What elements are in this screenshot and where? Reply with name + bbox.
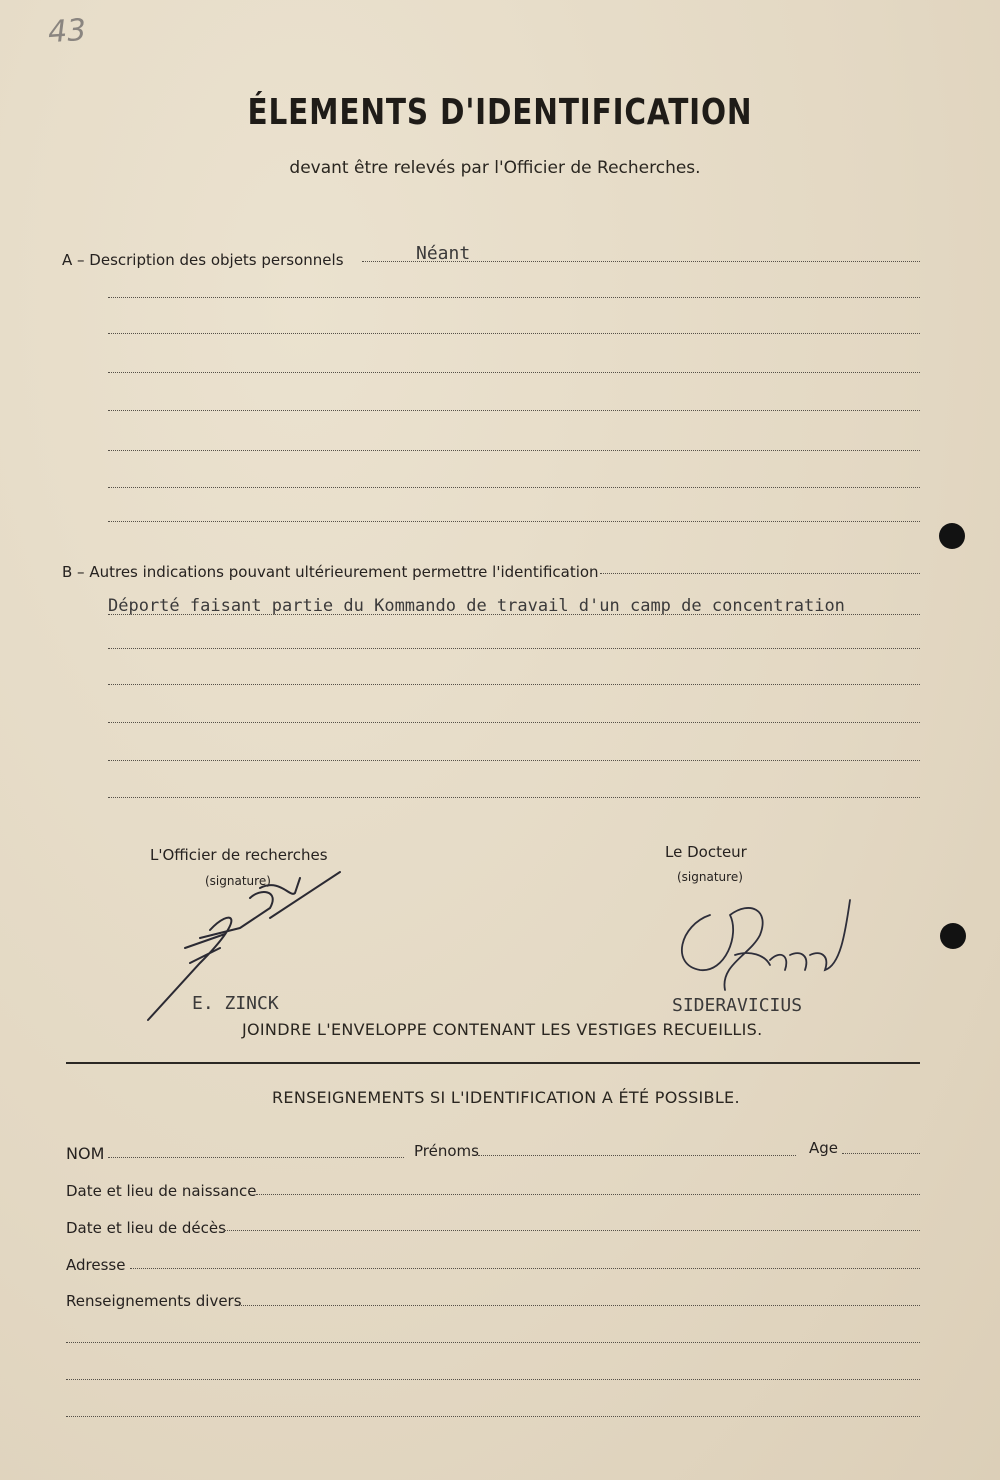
deces-label: Date et lieu de décès — [66, 1219, 226, 1237]
section-a-line-6 — [108, 450, 920, 451]
divers-label: Renseignements divers — [66, 1292, 242, 1310]
naissance-label: Date et lieu de naissance — [66, 1182, 257, 1200]
prenoms-label: Prénoms — [414, 1142, 479, 1160]
divers-field-2 — [66, 1342, 920, 1343]
section-c-heading: RENSEIGNEMENTS SI L'IDENTIFICATION A ÉTÉ POSSIBLE. — [272, 1088, 740, 1107]
section-a-label: A – Description des objets personnels — [62, 251, 344, 269]
divers-field-1 — [238, 1305, 920, 1306]
section-a-line-2 — [108, 297, 920, 298]
doctor-signature — [670, 895, 860, 1005]
section-a-line-4 — [108, 372, 920, 373]
doctor-name: SIDERAVICIUS — [672, 995, 803, 1016]
section-b-label: B – Autres indications pouvant ultérieurement permettre l'identification — [62, 563, 599, 581]
section-b-line-7 — [108, 797, 920, 798]
officer-title: L'Officier de recherches — [150, 846, 328, 864]
page-number-mark: 43 — [46, 12, 88, 51]
section-a-line-5 — [108, 410, 920, 411]
officer-name: E. ZINCK — [192, 993, 279, 1014]
section-b-value: Déporté faisant partie du Kommando de travail d'un camp de concentration — [108, 596, 845, 616]
divers-field-4 — [66, 1416, 920, 1417]
adresse-label: Adresse — [66, 1256, 126, 1274]
doctor-title: Le Docteur — [665, 843, 747, 861]
punch-hole — [940, 923, 966, 949]
section-b-line-3 — [108, 648, 920, 649]
section-separator — [66, 1062, 920, 1064]
section-a-line-7 — [108, 487, 920, 488]
section-b-line-1 — [600, 573, 920, 574]
section-a-line-8 — [108, 521, 920, 522]
form-subtitle: devant être relevés par l'Officier de Recherches. — [289, 158, 701, 178]
nom-field — [108, 1157, 404, 1158]
deces-field — [224, 1230, 920, 1231]
section-b-line-5 — [108, 722, 920, 723]
doctor-signature-label: (signature) — [677, 870, 743, 884]
punch-hole — [939, 523, 965, 549]
section-a-value: Néant — [416, 243, 471, 264]
section-b-line-6 — [108, 760, 920, 761]
section-a-line-3 — [108, 333, 920, 334]
form-title: ÉLEMENTS D'IDENTIFICATION — [247, 92, 753, 133]
officer-signature-label: (signature) — [205, 874, 271, 888]
age-field — [842, 1153, 920, 1154]
section-b-line-4 — [108, 684, 920, 685]
instruction-text: JOINDRE L'ENVELOPPE CONTENANT LES VESTIGES RECUEILLIS. — [242, 1020, 763, 1039]
adresse-field — [130, 1268, 920, 1269]
age-label: Age — [809, 1139, 839, 1157]
divers-field-3 — [66, 1379, 920, 1380]
naissance-field — [256, 1194, 920, 1195]
prenoms-field — [478, 1155, 796, 1156]
nom-label: NOM — [66, 1144, 105, 1163]
section-b-line-2 — [108, 614, 920, 615]
